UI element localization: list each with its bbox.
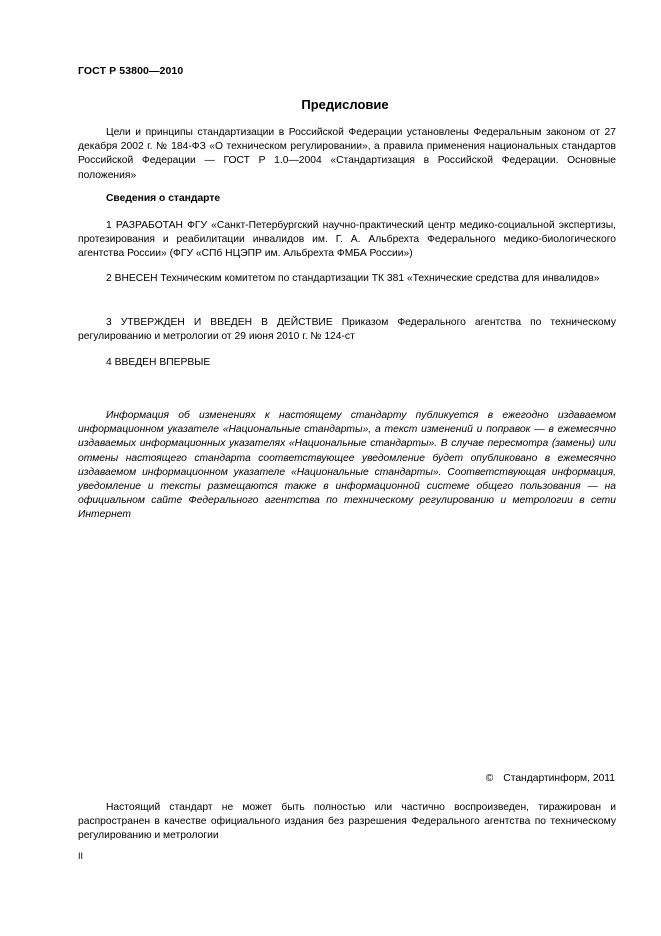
copyright-line: [486, 773, 615, 784]
standard-info-heading: Сведения о стандарте: [106, 193, 221, 204]
standard-info-item-text: 4 ВВЕДЕН ВПЕРВЫЕ: [106, 357, 211, 368]
changes-notice-paragraph: [78, 409, 616, 523]
reprint-notice-paragraph: [78, 801, 616, 844]
standard-info-item: [78, 316, 616, 344]
foreword-intro-paragraph: [78, 126, 616, 183]
copyright-icon: ©: [485, 773, 494, 784]
standard-info-item: [78, 272, 616, 286]
reprint-notice-text: Настоящий стандарт не может быть полностью или частично воспроизведен, тиражирован и распространен в качестве официального издания без разрешения Федерального агентства по техническому регулированию и метрологии: [78, 802, 616, 842]
foreword-intro-text: Цели и принципы стандартизации в Российской Федерации установлены Федеральным законом от 27 декабря 2002 г. № 184-ФЗ «О техническом регулировании», а правила применения национальных стандартов Российской Федерации — ГОСТ Р 1.0—2004 «Стандартизация в Российской Федерации. Основные положения»: [78, 127, 616, 181]
standard-info-item-text: 3 УТВЕРЖДЕН И ВВЕДЕН В ДЕЙСТВИЕ Приказом Федерального агентства по техническому регулированию и метрологии от 29 июня 2010 г. № 124-ст: [78, 317, 616, 343]
standard-info-item: [78, 356, 616, 370]
changes-notice-text: Информация об изменениях к настоящему стандарту публикуется в ежегодно издаваемом информационном указателе «Национальные стандарты», а текст изменений и поправок — в ежемесячно издаваемых информационных указателях «Национальные стандарты». В случае пересмотра (замены) или отмены настоящего стандарта соответствующее уведомление будет опубликовано в ежемесячно издаваемом информационном указателе «Национальные стандарты». Соответствующая информация, уведомление и тексты размещаются также в информационной системе общего пользования — на официальном сайте Федерального агентства по техническому регулированию и метрологии в сети Интернет: [78, 410, 616, 521]
standard-info-item-text: 2 ВНЕСЕН Техническим комитетом по стандартизации ТК 381 «Технические средства для инвалидов»: [106, 273, 600, 284]
copyright-text: Стандартинформ, 2011: [503, 773, 615, 784]
standard-code-header: ГОСТ Р 53800—2010: [78, 65, 184, 77]
foreword-title: Предисловие: [301, 97, 389, 112]
page-number: II: [78, 851, 84, 861]
standard-info-item-text: 1 РАЗРАБОТАН ФГУ «Санкт-Петербургский научно-практический центр медико-социальной экспертизы, протезирования и реабилитации инвалидов им. Г. А. Альбрехта Федерального медико-биологического агентства России» (ФГУ «СПб НЦЭПР им. Альбрехта ФМБА России»): [78, 220, 616, 260]
standard-info-item: [78, 219, 616, 262]
